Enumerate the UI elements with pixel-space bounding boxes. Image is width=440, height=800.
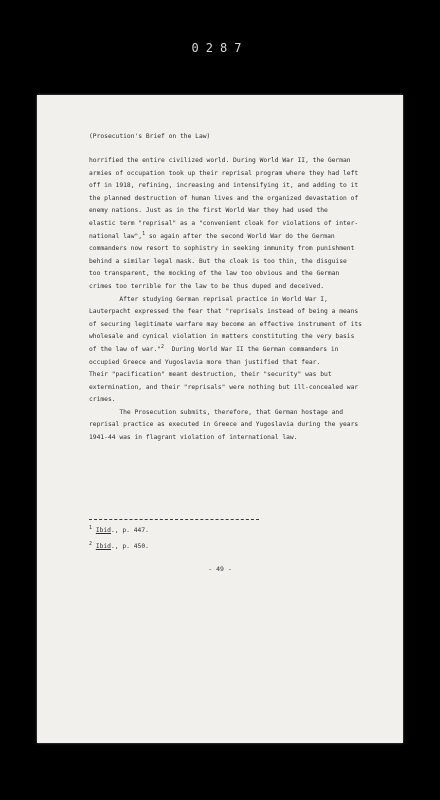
text-segment: national law", xyxy=(89,232,143,240)
footnote-ref: Ibid xyxy=(95,543,111,550)
text-line: wholesale and cynical violation in matters constituting the very basis xyxy=(89,333,355,341)
text-line: commanders now resort to sophistry in seeking immunity from punishment xyxy=(89,245,355,253)
text-line: horrified the entire civilized world. During World War II, the German xyxy=(89,157,351,164)
document-stamp-number: 0287 xyxy=(191,41,249,55)
footnote-ref: Ibid xyxy=(95,527,111,534)
document-body xyxy=(89,155,391,445)
text-segment: so again after the second World War do the German xyxy=(145,232,335,240)
text-segment: During World War II the German commanders in xyxy=(164,345,339,353)
footnote xyxy=(89,523,391,539)
document-page xyxy=(37,95,403,743)
page-number: - 49 - xyxy=(208,565,232,573)
text-line: reprisal practice as executed in Greece and Yugoslavia during the years xyxy=(89,421,359,429)
text-line: Their "pacification" meant destruction, their "security" was but xyxy=(89,371,332,379)
text-line: off in 1918, refining, increasing and intensifying it, and adding to it xyxy=(89,182,359,190)
text-line: After studying German reprisal practice in World War I, xyxy=(89,295,328,303)
footnote-marker: 1 xyxy=(142,230,146,237)
text-line: extermination, and their "reprisals" were nothing but ill-concealed war xyxy=(89,383,359,391)
footnote-text: ., p. 447. xyxy=(110,527,149,534)
text-line: armies of occupation took up their reprisal program where they had left xyxy=(89,169,359,177)
footnotes xyxy=(89,523,391,555)
text-line: elastic term "reprisal" as a "convenient cloak for violations of inter- xyxy=(89,219,359,227)
text-line: crimes. xyxy=(89,396,116,404)
text-line: too transparent, the mocking of the law too obvious and the German xyxy=(89,270,340,278)
text-line: behind a similar legal mask. But the cloak is too thin, the disguise xyxy=(89,257,347,265)
text-line: crimes too terrible for the law to be thus duped and deceived. xyxy=(89,282,325,290)
text-line: occupied Greece and Yugoslavia more than justified that fear. xyxy=(89,358,321,366)
text-line: of securing legitimate warfare may become an effective instrument of its xyxy=(89,320,362,328)
text-line: enemy nations. Just as in the first World War they had used the xyxy=(89,207,328,215)
footnote-marker: 2 xyxy=(161,343,165,350)
footnote xyxy=(89,539,391,555)
text-line: 1941-44 was in flagrant violation of international law. xyxy=(89,434,298,442)
footnote-text: ., p. 450. xyxy=(110,543,149,550)
footnote-divider xyxy=(89,519,259,520)
text-segment: of the law of war." xyxy=(89,345,162,353)
text-line: the planned destruction of human lives and the organized devastation of xyxy=(89,194,359,202)
document-header: (Prosecution's Brief on the Law) xyxy=(89,133,211,140)
text-line: Lauterpacht expressed the fear that "reprisals instead of being a means xyxy=(89,308,359,316)
footnote-number: 1 xyxy=(89,525,93,531)
text-line: The Prosecution submits, therefore, that German hostage and xyxy=(89,408,344,416)
text-line xyxy=(89,231,391,244)
text-line xyxy=(89,344,391,357)
footnote-number: 2 xyxy=(89,541,93,547)
